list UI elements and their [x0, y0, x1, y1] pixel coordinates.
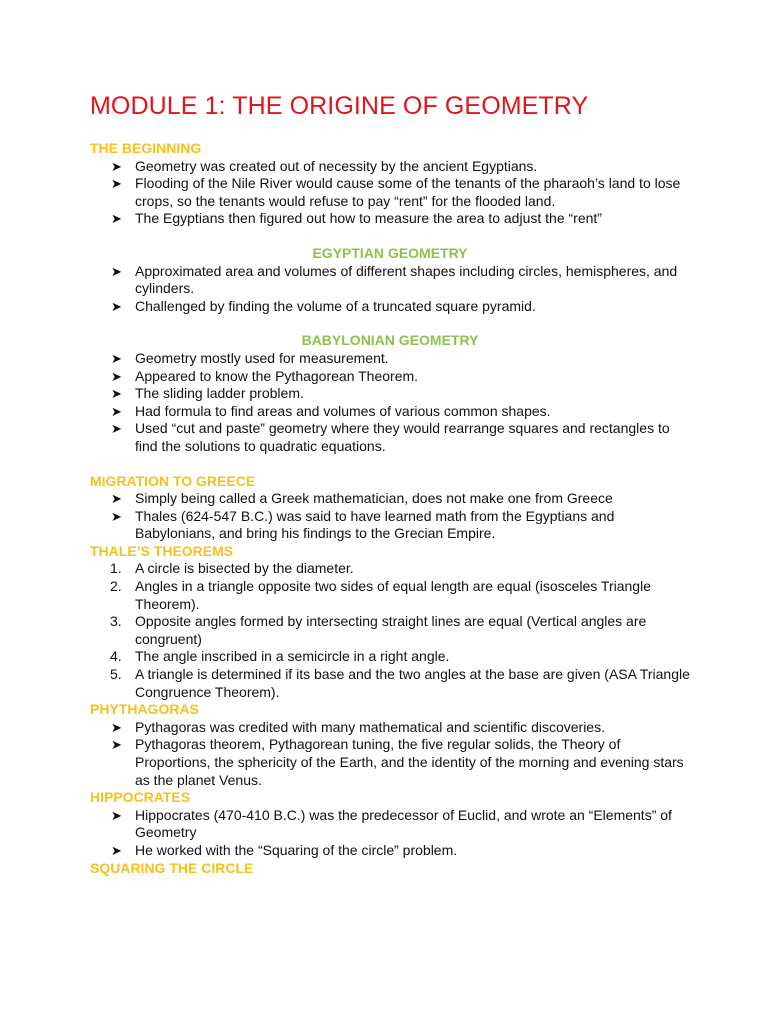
arrow-bullet-icon: ➤ — [111, 807, 122, 823]
list-migration — [90, 490, 690, 543]
list-item: ➤ Pythagoras theorem, Pythagorean tuning, the five regular solids, the Theory of Proportions, the sphericity of the Earth, and the identity of the morning and evening stars as the planet Venus. — [111, 736, 684, 788]
list-number: 3. — [110, 613, 122, 630]
list-babylonian — [90, 350, 690, 456]
list-item: ➤ Pythagoras was credited with many mathematical and scientific discoveries. — [111, 718, 605, 735]
arrow-bullet-icon: ➤ — [111, 263, 122, 279]
arrow-bullet-icon: ➤ — [111, 737, 122, 753]
list-egyptian — [90, 263, 690, 316]
list-item: 1. A circle is bisected by the diameter. — [110, 560, 354, 577]
section-heading-egyptian: EGYPTIAN GEOMETRY — [312, 244, 468, 261]
section-heading-migration: MIGRATION TO GREECE — [90, 472, 256, 489]
list-pythagoras — [90, 719, 690, 789]
arrow-bullet-icon: ➤ — [111, 386, 122, 402]
list-number: 4. — [110, 648, 122, 665]
arrow-bullet-icon: ➤ — [111, 491, 122, 507]
list-item: 4. The angle inscribed in a semicircle in a right angle. — [110, 648, 450, 665]
arrow-bullet-icon: ➤ — [111, 508, 122, 524]
list-item: ➤ Approximated area and volumes of different shapes including circles, hemispheres, and cylinders. — [111, 262, 678, 297]
arrow-bullet-icon: ➤ — [111, 350, 122, 366]
section-heading-beginning: THE BEGINNING — [90, 140, 202, 156]
arrow-bullet-icon: ➤ — [111, 176, 122, 192]
list-number: 1. — [110, 560, 122, 577]
list-item: ➤ Hippocrates (470-410 B.C.) was the predecessor of Euclid, and wrote an “Elements” of Geometry — [111, 806, 672, 841]
section-heading-pythagoras: PHYTHAGORAS — [90, 701, 199, 718]
section-heading-hippocrates: HIPPOCRATES — [90, 789, 191, 806]
arrow-bullet-icon: ➤ — [111, 158, 122, 174]
list-beginning — [90, 158, 690, 228]
list-thales-theorems — [90, 560, 690, 701]
list-item: ➤ Appeared to know the Pythagorean Theorem. — [111, 367, 419, 384]
list-item: 2. Angles in a triangle opposite two sides of equal length are equal (isosceles Triangle Theorem). — [110, 578, 651, 612]
list-item: ➤ The sliding ladder problem. — [111, 385, 304, 402]
page-title: MODULE 1: THE ORIGINE OF GEOMETRY — [90, 92, 589, 120]
arrow-bullet-icon: ➤ — [111, 403, 122, 419]
arrow-bullet-icon: ➤ — [111, 719, 122, 735]
list-item: 3. Opposite angles formed by intersecting straight lines are equal (Vertical angles are congruent) — [110, 613, 647, 647]
arrow-bullet-icon: ➤ — [111, 298, 122, 314]
section-heading-squaring: SQUARING THE CIRCLE — [90, 859, 254, 876]
list-hippocrates — [90, 807, 690, 860]
document-body — [90, 140, 690, 877]
list-item: ➤ Geometry mostly used for measurement. — [111, 349, 389, 366]
arrow-bullet-icon: ➤ — [111, 368, 122, 384]
list-item: ➤ Challenged by finding the volume of a truncated square pyramid. — [111, 297, 536, 314]
list-item: ➤ Flooding of the Nile River would cause some of the tenants of the pharaoh’s land to lose crops, so the tenants would refuse to pay “rent” for the flooded land. — [111, 175, 681, 209]
list-number: 2. — [110, 578, 122, 595]
list-item: ➤ Used “cut and paste” geometry where they would rearrange squares and rectangles to find the solutions to quadratic equations. — [111, 420, 670, 454]
list-item: ➤ Geometry was created out of necessity by the ancient Egyptians. — [111, 157, 538, 174]
list-number: 5. — [110, 666, 122, 683]
list-item: ➤ He worked with the “Squaring of the circle” problem. — [111, 841, 458, 858]
arrow-bullet-icon: ➤ — [111, 421, 122, 437]
list-item: ➤ Simply being called a Greek mathematician, does not make one from Greece — [111, 490, 613, 507]
section-heading-thales: THALE’S THEOREMS — [90, 542, 234, 559]
arrow-bullet-icon: ➤ — [111, 211, 122, 227]
arrow-bullet-icon: ➤ — [111, 842, 122, 858]
list-item: ➤ The Egyptians then figured out how to measure the area to adjust the “rent” — [111, 210, 602, 227]
list-item: ➤ Thales (624-547 B.C.) was said to have learned math from the Egyptians and Babylonians, and bring his findings to the Grecian Empire. — [111, 507, 615, 542]
list-item: 5. A triangle is determined if its base and the two angles at the base are given (ASA Triangle Congruence Theorem). — [110, 666, 690, 700]
list-item: ➤ Had formula to find areas and volumes of various common shapes. — [111, 402, 551, 419]
section-heading-babylonian: BABYLONIAN GEOMETRY — [301, 332, 479, 349]
